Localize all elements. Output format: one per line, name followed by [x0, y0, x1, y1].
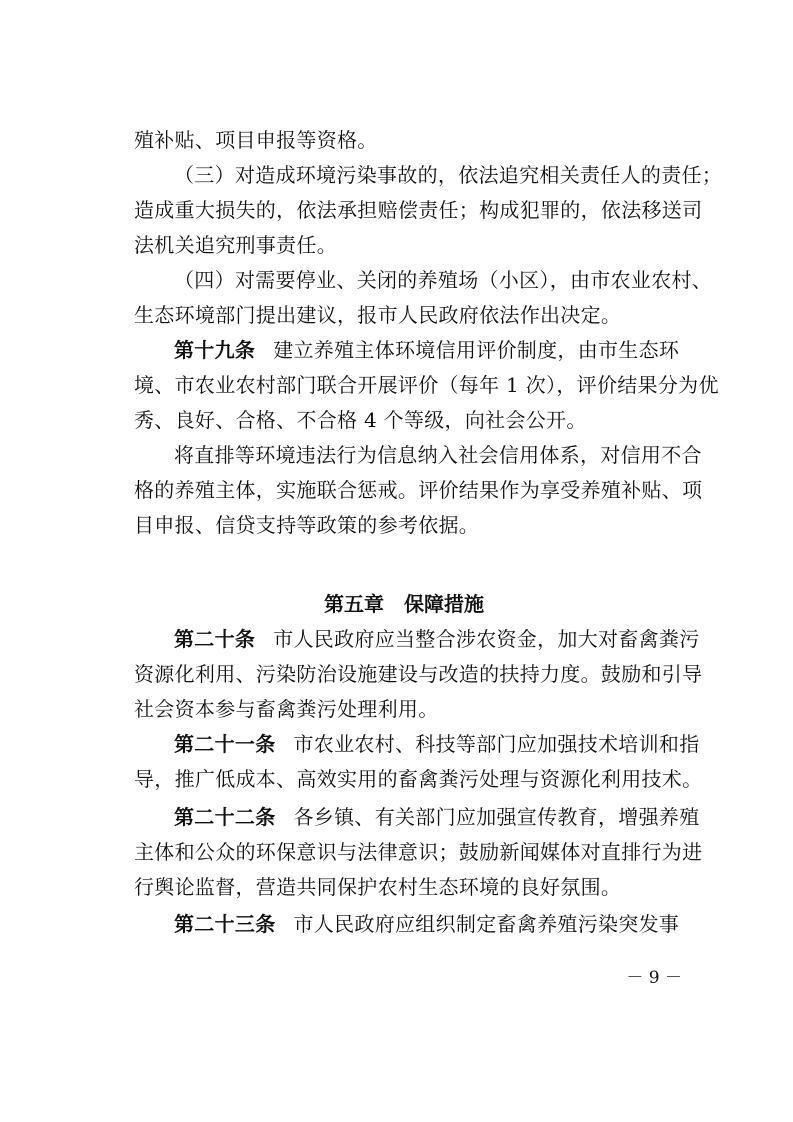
article-23 — [174, 912, 680, 936]
text-line: 目申报、信贷支持等政策的参考依据。 — [134, 513, 480, 537]
article-text: 各乡镇、有关部门应加强宣传教育，增强养殖 — [293, 805, 700, 829]
article-label: 第二十一条 — [174, 732, 276, 756]
text-line: 将直排等环境违法行为信息纳入社会信用体系，对信用不合 — [174, 443, 702, 467]
text-line: 资源化利用、污染防治设施建设与改造的扶持力度。鼓励和引导 — [134, 662, 703, 686]
article-text: 市人民政府应当整合涉农资金，加大对畜禽粪污 — [273, 627, 700, 651]
text-line: （三）对造成环境污染事故的，依法追究相关责任人的责任； — [174, 163, 723, 187]
text-line: 境、市农业农村部门联合开展评价（每年 1 次），评价结果分为优 — [134, 373, 719, 397]
text-line: 导，推广低成本、高效实用的畜禽粪污处理与资源化利用技术。 — [134, 767, 703, 791]
article-20 — [174, 627, 700, 651]
text-line: 殖补贴、项目申报等资格。 — [134, 128, 378, 152]
article-19 — [174, 338, 680, 362]
chapter-heading: 第五章 保障措施 — [324, 592, 484, 616]
article-label: 第十九条 — [174, 338, 256, 362]
text-line: 秀、良好、合格、不合格 4 个等级，向社会公开。 — [134, 408, 587, 432]
page-number: － 9 － — [626, 968, 682, 988]
article-text: 建立养殖主体环境信用评价制度，由市生态环 — [273, 338, 680, 362]
text-line: 生态环境部门提出建议，报市人民政府依法作出决定。 — [134, 303, 622, 327]
text-line: 法机关追究刑事责任。 — [134, 233, 337, 257]
text-line: 行舆论监督，营造共同保护农村生态环境的良好氛围。 — [134, 875, 622, 899]
text-line: 造成重大损失的，依法承担赔偿责任；构成犯罪的，依法移送司 — [134, 198, 703, 222]
article-label: 第二十二条 — [174, 805, 276, 829]
text-line: （四）对需要停业、关闭的养殖场（小区），由市农业农村、 — [174, 268, 713, 292]
text-line: 主体和公众的环保意识与法律意识；鼓励新闻媒体对直排行为进 — [134, 840, 703, 864]
article-label: 第二十三条 — [174, 912, 276, 936]
article-text: 市农业农村、科技等部门应加强技术培训和指 — [293, 732, 700, 756]
article-21 — [174, 732, 700, 756]
text-line: 格的养殖主体，实施联合惩戒。评价结果作为享受养殖补贴、项 — [134, 478, 703, 502]
article-text: 市人民政府应组织制定畜禽养殖污染突发事 — [293, 912, 680, 936]
text-line: 社会资本参与畜禽粪污处理利用。 — [134, 697, 439, 721]
article-22 — [174, 805, 700, 829]
article-label: 第二十条 — [174, 627, 256, 651]
